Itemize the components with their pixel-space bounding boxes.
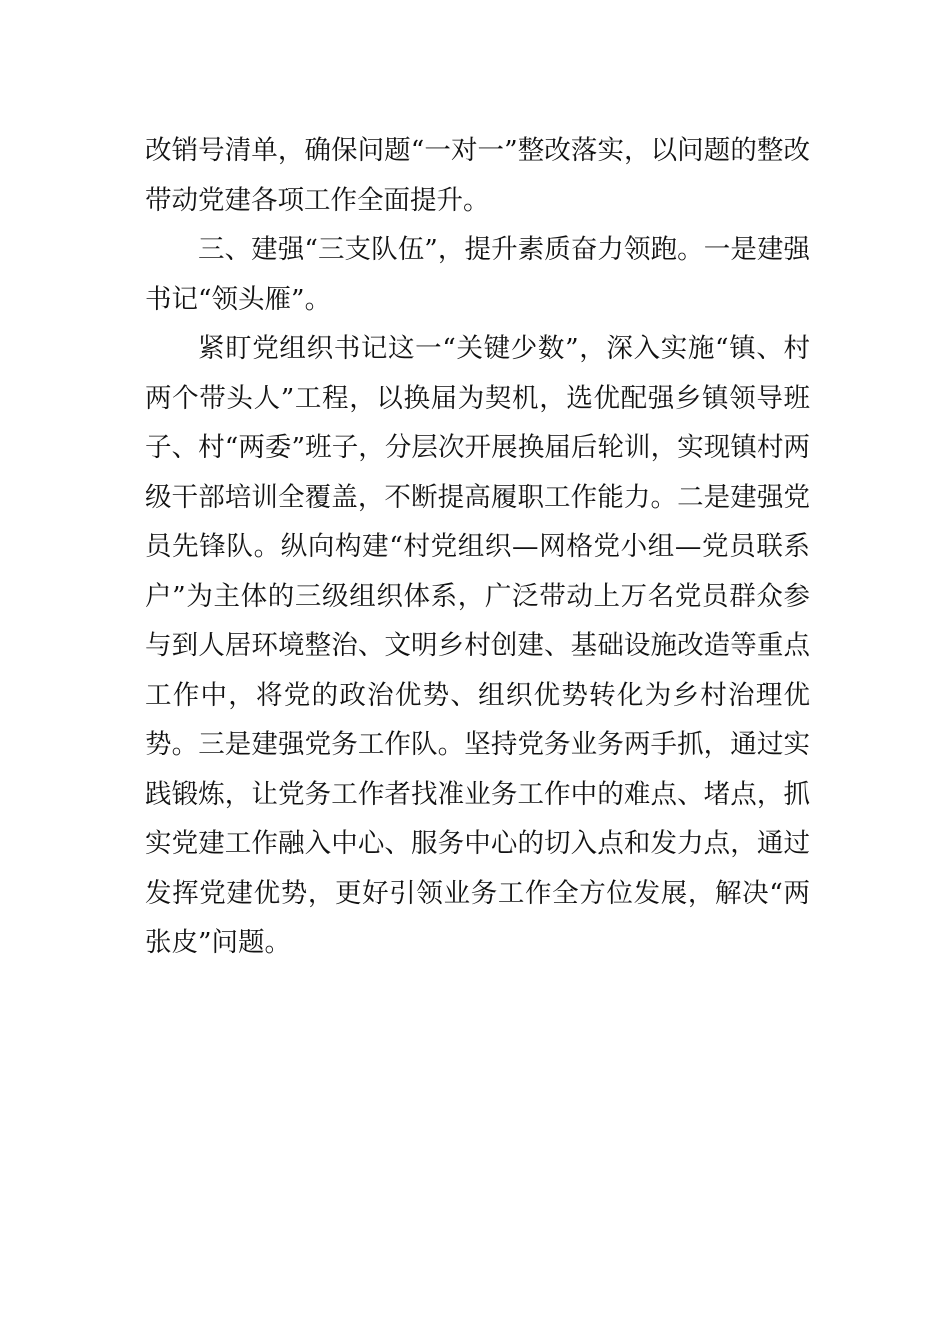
- paragraph-section-three-heading: 三、建强“三支队伍”，提升素质奋力领跑。一是建强书记“领头雁”。: [145, 234, 810, 315]
- paragraph-section-three-body: 紧盯党组织书记这一“关键少数”，深入实施“镇、村两个带头人”工程，以换届为契机，选优配强乡镇领导班子、村“两委”班子，分层次开展换届后轮训，实现镇村两级干部培训全覆盖，不断提高履职工作能力。二是建强党员先锋队。纵向构建“村党组织—网格党小组—党员联系户”为主体的三级组织体系，广泛带动上万名党员群众参与到人居环境整治、文明乡村创建、基础设施改造等重点工作中，将党的政治优势、组织优势转化为乡村治理优势。三是建强党务工作队。坚持党务业务两手抓，通过实践锻炼，让党务工作者找准业务工作中的难点、堵点，抓实党建工作融入中心、服务中心的切入点和发力点，通过发挥党建优势，更好引领业务工作全方位发展，解决“两张皮”问题。: [145, 333, 810, 958]
- document-body: [145, 126, 810, 968]
- paragraph-continuation: 改销号清单，确保问题“一对一”整改落实，以问题的整改带动党建各项工作全面提升。: [145, 135, 810, 216]
